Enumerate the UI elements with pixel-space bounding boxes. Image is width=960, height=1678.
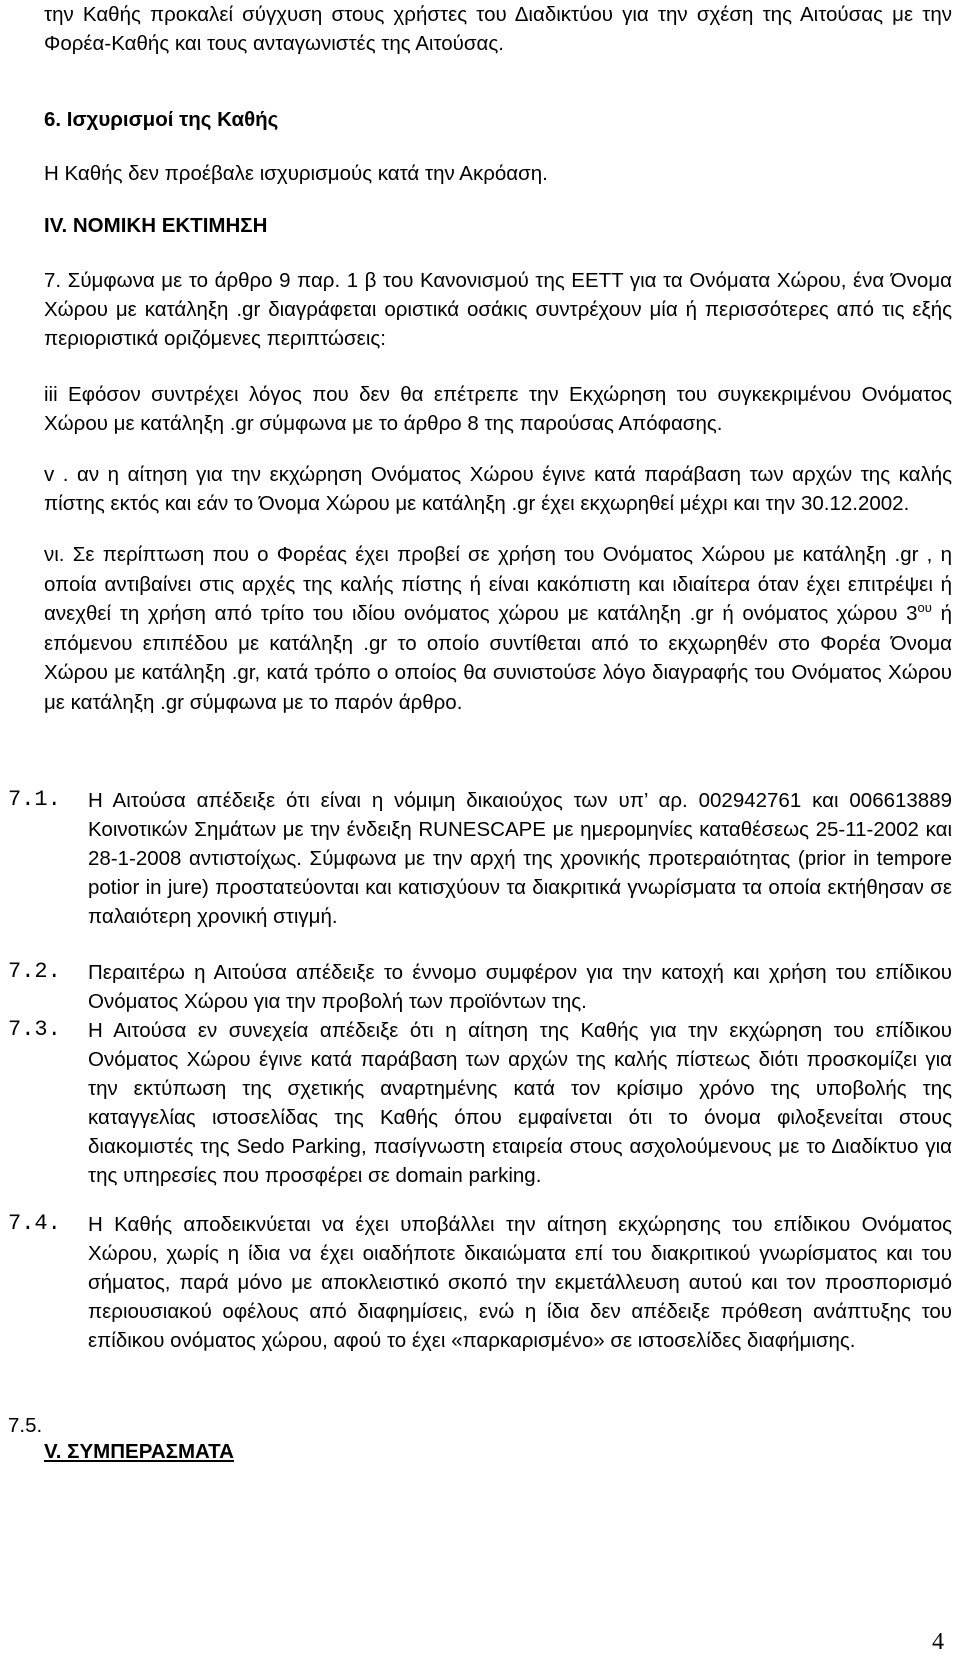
item-number: 7.2. (8, 959, 61, 984)
page-number: 4 (932, 1629, 944, 1655)
case-vi-superscript: ου (917, 600, 932, 616)
intro-paragraph: την Καθής προκαλεί σύγχυση στους χρήστες του Διαδικτύου για την σχέση της Αιτούσας με την Φορέα-Καθής και τους ανταγωνιστές της Αιτούσας. (44, 3, 952, 55)
case-vi-text-start: νι. Σε περίπτωση που ο Φορέας έχει προβεί σε χρήση του Ονόματος Χώρου με κατάληξη .gr , η οποία αντιβαίνει στις αρχές της καλής πίστης ή είναι κακόπιστη και ιδιαίτερα όταν έχει επιτρέψει ή ανεχθεί τη χρήση από τρίτο του ιδίου ονόματος χώρου με κατάληξη .gr ή ονόματος χώρου 3 (44, 543, 952, 625)
section-6-heading: 6. Ισχυρισμοί της Καθής (44, 108, 279, 131)
case-v: v . αν η αίτηση για την εκχώρηση Ονόματος Χώρου έγινε κατά παράβαση των αρχών της καλής πίστης εκτός και εάν το Όνομα Χώρου με κατάληξη .gr έχει εκχωρηθεί μέχρι και την 30.12.2002. (44, 463, 952, 515)
section-4-heading: IV. ΝΟΜΙΚΗ ΕΚΤΙΜΗΣΗ (44, 214, 268, 237)
paragraph-7: 7. Σύμφωνα με το άρθρο 9 παρ. 1 β του Κανονισμού της ΕΕΤΤ για τα Ονόματα Χώρου, ένα Όνομα Χώρου με κατάληξη .gr διαγράφεται οριστικά οσάκις συντρέχουν μία ή περισσότερες από τις εξής περιοριστικά οριζόμενες περιπτώσεις: (44, 269, 952, 350)
case-vi-text-end: ή επόμενου επιπέδου με κατάληξη .gr το οποίο συντίθεται από το εκχωρηθέν στο Φορέα Όνομα Χώρου με κατάληξη .gr, κατά τρόπο ο οποίος θα συνιστούσε λόγο διαγραφής του Ονόματος Χώρου με κατάληξη .gr σύμφωνα με το παρόν άρθρο. (44, 602, 952, 714)
case-vi (44, 540, 952, 717)
section-6-text: Η Καθής δεν προέβαλε ισχυρισμούς κατά την Ακρόαση. (44, 162, 548, 185)
item-7-5-number: 7.5. (8, 1414, 43, 1437)
item-number: 7.4. (8, 1211, 61, 1236)
item-number: 7.1. (8, 787, 61, 812)
item-text: Η Αιτούσα απέδειξε ότι είναι η νόμιμη δικαιούχος των υπ’ αρ. 002942761 και 006613889 Κοινοτικών Σημάτων με την ένδειξη RUNESCAPE με ημερομηνίες καταθέσεως 25-11-2002 και 28-1-2008 αντιστοίχως. Σύμφωνα με την αρχή της χρονικής προτεραιότητας (prior in tempore potior in jure) προστατεύονται και κατισχύουν τα διακριτικά γνωρίσματα τα οποία εκτήθησαν σε παλαιότερη χρονική στιγμή. (88, 789, 952, 928)
item-text: Η Αιτούσα εν συνεχεία απέδειξε ότι η αίτηση της Καθής για την εκχώρηση του επίδικου Ονόματος Χώρου έγινε κατά παράβαση των αρχών της καλής πίστεως διότι προσκομίζει για την εκτύπωση της σχετικής αναρτημένης κατά τον κρίσιμο χρόνο της υποβολής της καταγγελίας ιστοσελίδας της Καθής όπου εμφαίνεται ότι το όνομα φιλοξενείται στους διακομιστές της Sedo Parking, πασίγνωστη εταιρεία στους ασχολούμενους με το Διαδίκτυο για της υπηρεσίες που προσφέρει σε domain parking. (88, 1019, 952, 1187)
item-number: 7.3. (8, 1017, 61, 1042)
item-text: Η Καθής αποδεικνύεται να έχει υποβάλλει την αίτηση εκχώρησης του επίδικου Ονόματος Χώρου, χωρίς η ίδια να έχει οιαδήποτε δικαιώματα επί του διακριτικού γνωρίσματος και του σήματος, παρά μόνο με αποκλειστικό σκοπό την εκμετάλλευση αυτού και τον προσπορισμό περιουσιακού οφέλους από διαφημίσεις, ενώ η ίδια δεν απέδειξε πρόθεση ανάπτυξης του επίδικου ονόματος χώρου, αφού το έχει «παρκαρισμένο» σε ιστοσελίδες διαφήμισης. (88, 1213, 952, 1352)
item-text: Περαιτέρω η Αιτούσα απέδειξε το έννομο συμφέρον για την κατοχή και χρήση του επίδικου Ονόματος Χώρου για την προβολή των προϊόντων της. (88, 961, 952, 1013)
case-iii: iii Εφόσον συντρέχει λόγος που δεν θα επέτρεπε την Εκχώρηση του συγκεκριμένου Ονόματος Χώρου με κατάληξη .gr σύμφωνα με το άρθρο 8 της παρούσας Απόφασης. (44, 383, 952, 435)
section-5-heading: V. ΣΥΜΠΕΡΑΣΜΑΤΑ (44, 1440, 234, 1463)
